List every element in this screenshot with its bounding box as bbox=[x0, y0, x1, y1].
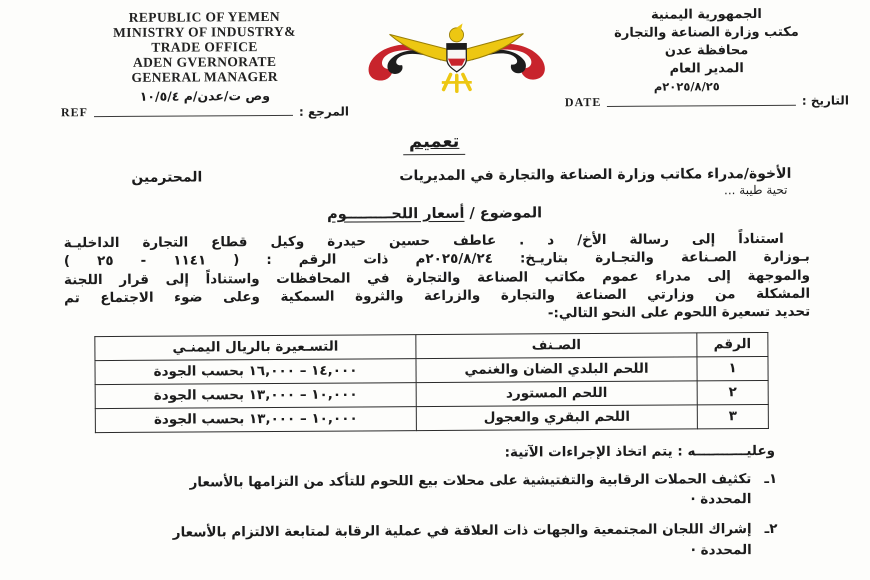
cell-price: ١٠,٠٠٠ – ١٣,٠٠٠ بحسب الجودة bbox=[95, 383, 416, 409]
addressee-honorific: المحترمين bbox=[131, 168, 203, 186]
body-line: المشكلة من وزارتي الصناعة والتجارة والزراعة والثروة السمكية وعلى ضوء الاجتماع تم bbox=[64, 285, 811, 307]
org-name-en-line: REPUBLIC OF YEMEN bbox=[128, 8, 281, 25]
body-line: استناداً إلى رسالة الأخ/ د . عاطف حسين حيدرة وكيل قطاع التجارة الداخليـة bbox=[63, 230, 784, 251]
letterhead-left-block bbox=[54, 8, 355, 119]
body-paragraph bbox=[64, 229, 811, 326]
list-item-text: تكثيف الحملات الرقابية والتفتيشية على محلات بيع اللحوم للتأكد من التزامها بالأسعار المحددة · bbox=[189, 471, 752, 508]
col-header-price: التسـعيرة بالريال اليمنـي bbox=[95, 335, 416, 361]
date-label-en: DATE bbox=[564, 94, 602, 109]
letterhead bbox=[0, 0, 869, 120]
cell-item: اللحم البلدي الضان والغنمي bbox=[416, 357, 697, 383]
body-line: بـوزارة الصـناعة والتجـارة بتاريـخ: ٢٠٢٥/٨/٢٤م ذات الرقم : ( ١١٤١ - ٢٥ ) bbox=[63, 248, 810, 270]
col-header-number: الرقم bbox=[697, 332, 768, 356]
org-name-en-line: ADEN GVERNORATE bbox=[132, 54, 277, 71]
yemen-coat-of-arms-icon bbox=[357, 19, 555, 94]
actions-intro: وعليـــــــــــه : يتم اتخاذ الإجراءات الآتية: bbox=[504, 442, 776, 461]
greeting: تحية طيبة ... bbox=[723, 182, 788, 197]
list-item-number: ١ـ bbox=[764, 470, 778, 487]
ref-blank-line bbox=[94, 114, 293, 116]
body-line: تحديد تسعيرة اللحوم على النحو التالي:- bbox=[547, 304, 811, 322]
org-name-en-line: MINISTRY OF INDUSTRY& bbox=[113, 23, 296, 41]
list-item-text: إشراك اللجان المجتمعية والجهات ذات العلاقة في عملية الرقابة لمتابعة الالتزام بالأسعار المحددة · bbox=[172, 521, 752, 559]
col-header-item: الصـنف bbox=[416, 333, 697, 359]
date-label-ar: التاريخ : bbox=[801, 93, 849, 108]
actions-list bbox=[1, 469, 778, 565]
cell-number: ١ bbox=[697, 356, 768, 380]
ref-line bbox=[55, 103, 355, 120]
subject-value: أسعار اللحـــــــــوم bbox=[327, 205, 465, 223]
body-line: والموجهة إلى مدراء عموم مكاتب الصناعة والتجارة في المحافظات واستناداً إلى قرار اللجنة bbox=[63, 267, 811, 288]
addressee-text: الأخوة/مدراء مكاتب وزارة الصناعة والتجارة في المديريات bbox=[399, 165, 792, 184]
cell-price: ١٠,٠٠٠ – ١٣,٠٠٠ بحسب الجودة bbox=[95, 407, 416, 433]
reference-code: وص ت/عدن/م ١٠/٥/٤ bbox=[139, 87, 271, 104]
list-item bbox=[1, 519, 777, 564]
list-item bbox=[1, 469, 777, 514]
document-title-text: تعميم bbox=[403, 130, 466, 154]
org-name-en-line: GENERAL MANAGER bbox=[131, 69, 279, 86]
subject-line bbox=[0, 203, 870, 224]
org-name-ar-line: الجمهورية اليمنية bbox=[650, 6, 762, 23]
org-name-ar-line: مكتب وزارة الصناعة والتجارة bbox=[614, 24, 799, 41]
cell-number: ٢ bbox=[697, 380, 768, 404]
org-name-ar-line: محافظة عدن bbox=[664, 42, 749, 59]
list-item-number: ٢ـ bbox=[764, 521, 778, 538]
cell-price: ١٤,٠٠٠ – ١٦,٠٠٠ بحسب الجودة bbox=[95, 359, 416, 385]
cell-item: اللحم المستورد bbox=[416, 381, 697, 407]
cell-number: ٣ bbox=[697, 404, 768, 428]
document-title bbox=[0, 128, 869, 157]
meat-prices-table bbox=[94, 332, 769, 433]
letterhead-right-block bbox=[558, 5, 855, 110]
ref-label-ar: المرجع : bbox=[298, 104, 350, 119]
date-value: ٢٠٢٥/٨/٢٥م bbox=[653, 79, 720, 94]
org-name-en-line: TRADE OFFICE bbox=[151, 39, 258, 55]
date-blank-line bbox=[607, 105, 795, 107]
org-name-ar-line: المدير العام bbox=[669, 60, 744, 77]
price-table-wrap bbox=[0, 321, 870, 433]
ref-label-en: REF bbox=[60, 104, 89, 119]
subject-label: الموضوع / bbox=[469, 204, 543, 222]
table-row bbox=[95, 404, 768, 432]
cell-item: اللحم البقري والعجول bbox=[416, 405, 697, 431]
